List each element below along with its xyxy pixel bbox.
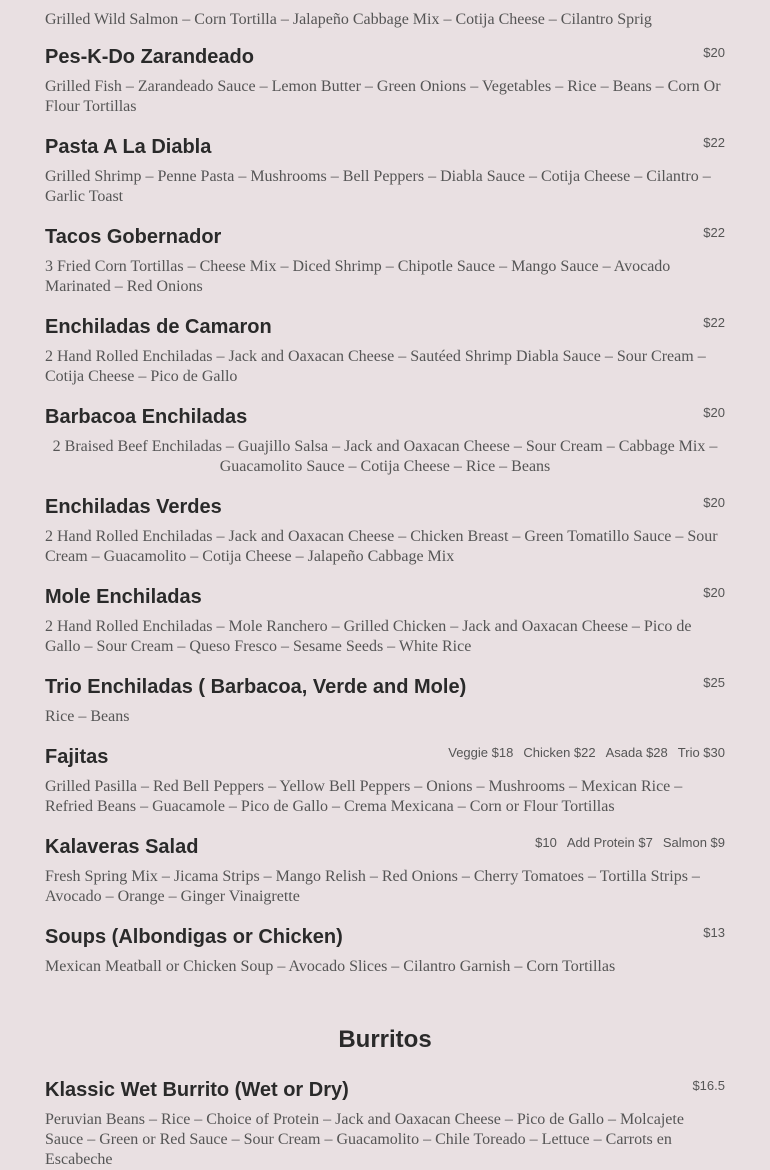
menu-item (45, 225, 725, 297)
menu-item-description: 2 Hand Rolled Enchiladas – Jack and Oaxacan Cheese – Chicken Breast – Green Tomatillo Sauce – Sour Cream – Guacamolito – Cotija Cheese – Jalapeño Cabbage Mix (45, 528, 718, 565)
menu-item-description: Grilled Wild Salmon – Corn Tortilla – Jalapeño Cabbage Mix – Cotija Cheese – Cilantro Sprig (45, 11, 652, 28)
menu-item-description: Grilled Fish – Zarandeado Sauce – Lemon Butter – Green Onions – Vegetables – Rice – Beans – Corn Or Flour Tortillas (45, 78, 721, 115)
menu-item-price: $22 (703, 225, 725, 240)
menu-item-price: $22 (703, 135, 725, 150)
menu-item (45, 925, 725, 977)
menu-item (45, 1078, 725, 1170)
menu-item-name: Barbacoa Enchiladas (45, 406, 248, 428)
menu-item-name: Pasta A La Diabla (45, 136, 212, 158)
menu-item-description: 2 Braised Beef Enchiladas – Guajillo Salsa – Jack and Oaxacan Cheese – Sour Cream – Cabbage Mix – Guacamolito Sauce – Cotija Cheese – Rice – Beans (52, 438, 718, 475)
menu-item-name: Soups (Albondigas or Chicken) (45, 926, 343, 948)
menu-item-name: Enchiladas de Camaron (45, 316, 272, 338)
menu-item-price: $22 (703, 315, 725, 330)
menu-item-price: $10 Add Protein $7 Salmon $9 (535, 835, 725, 850)
menu-item (45, 405, 725, 477)
menu-item-description: Mexican Meatball or Chicken Soup – Avocado Slices – Cilantro Garnish – Corn Tortillas (45, 958, 616, 975)
menu-item (45, 45, 725, 117)
menu-item-description: Peruvian Beans – Rice – Choice of Protein – Jack and Oaxacan Cheese – Pico de Gallo – Molcajete Sauce – Green or Red Sauce – Sour Cream – Guacamolito – Chile Toreado – Lettuce – Carrots en Escabeche (45, 1111, 684, 1168)
menu-item-price: $13 (703, 925, 725, 940)
menu-item-price: $25 (703, 675, 725, 690)
menu-item (45, 835, 725, 907)
menu-item-price: $16.5 (692, 1078, 725, 1093)
menu-item-name: Mole Enchiladas (45, 586, 202, 608)
menu-item-name: Kalaveras Salad (45, 836, 199, 858)
menu-item (45, 135, 725, 207)
menu-item-price: $20 (703, 405, 725, 420)
menu-item-description: 2 Hand Rolled Enchiladas – Jack and Oaxacan Cheese – Sautéed Shrimp Diabla Sauce – Sour Cream – Cotija Cheese – Pico de Gallo (45, 348, 706, 385)
menu-item (45, 585, 725, 657)
menu-item-description: 3 Fried Corn Tortillas – Cheese Mix – Diced Shrimp – Chipotle Sauce – Mango Sauce – Avocado Marinated – Red Onions (45, 258, 671, 295)
menu-item (45, 745, 725, 817)
menu-item (45, 315, 725, 387)
menu-item-name: Pes-K-Do Zarandeado (45, 46, 254, 68)
menu-item-name: Fajitas (45, 746, 109, 768)
menu-item-description: 2 Hand Rolled Enchiladas – Mole Ranchero – Grilled Chicken – Jack and Oaxacan Cheese – Pico de Gallo – Sour Cream – Queso Fresco – Sesame Seeds – White Rice (45, 618, 692, 655)
menu-item-description: Rice – Beans (45, 708, 130, 725)
menu-item-name: Tacos Gobernador (45, 226, 222, 248)
menu-item-price: Veggie $18 Chicken $22 Asada $28 Trio $30 (448, 745, 725, 760)
menu-item-description: Grilled Pasilla – Red Bell Peppers – Yellow Bell Peppers – Onions – Mushrooms – Mexican Rice – Refried Beans – Guacamole – Pico de Gallo – Crema Mexicana – Corn or Flour Tortillas (45, 778, 683, 815)
menu-item-description: Grilled Shrimp – Penne Pasta – Mushrooms – Bell Peppers – Diabla Sauce – Cotija Cheese – Cilantro – Garlic Toast (45, 168, 711, 205)
menu-item-price: $20 (703, 585, 725, 600)
menu-item-name: Klassic Wet Burrito (Wet or Dry) (45, 1079, 349, 1101)
menu-item-name: Enchiladas Verdes (45, 496, 222, 518)
menu-item-name: Trio Enchiladas ( Barbacoa, Verde and Mole) (45, 676, 467, 698)
section-title: Burritos (338, 1026, 432, 1053)
menu-item (45, 675, 725, 727)
menu-item-description: Fresh Spring Mix – Jicama Strips – Mango Relish – Red Onions – Cherry Tomatoes – Tortilla Strips – Avocado – Orange – Ginger Vinaigrette (45, 868, 700, 905)
menu-item (45, 495, 725, 567)
menu-item-price: $20 (703, 45, 725, 60)
menu-item-price: $20 (703, 495, 725, 510)
